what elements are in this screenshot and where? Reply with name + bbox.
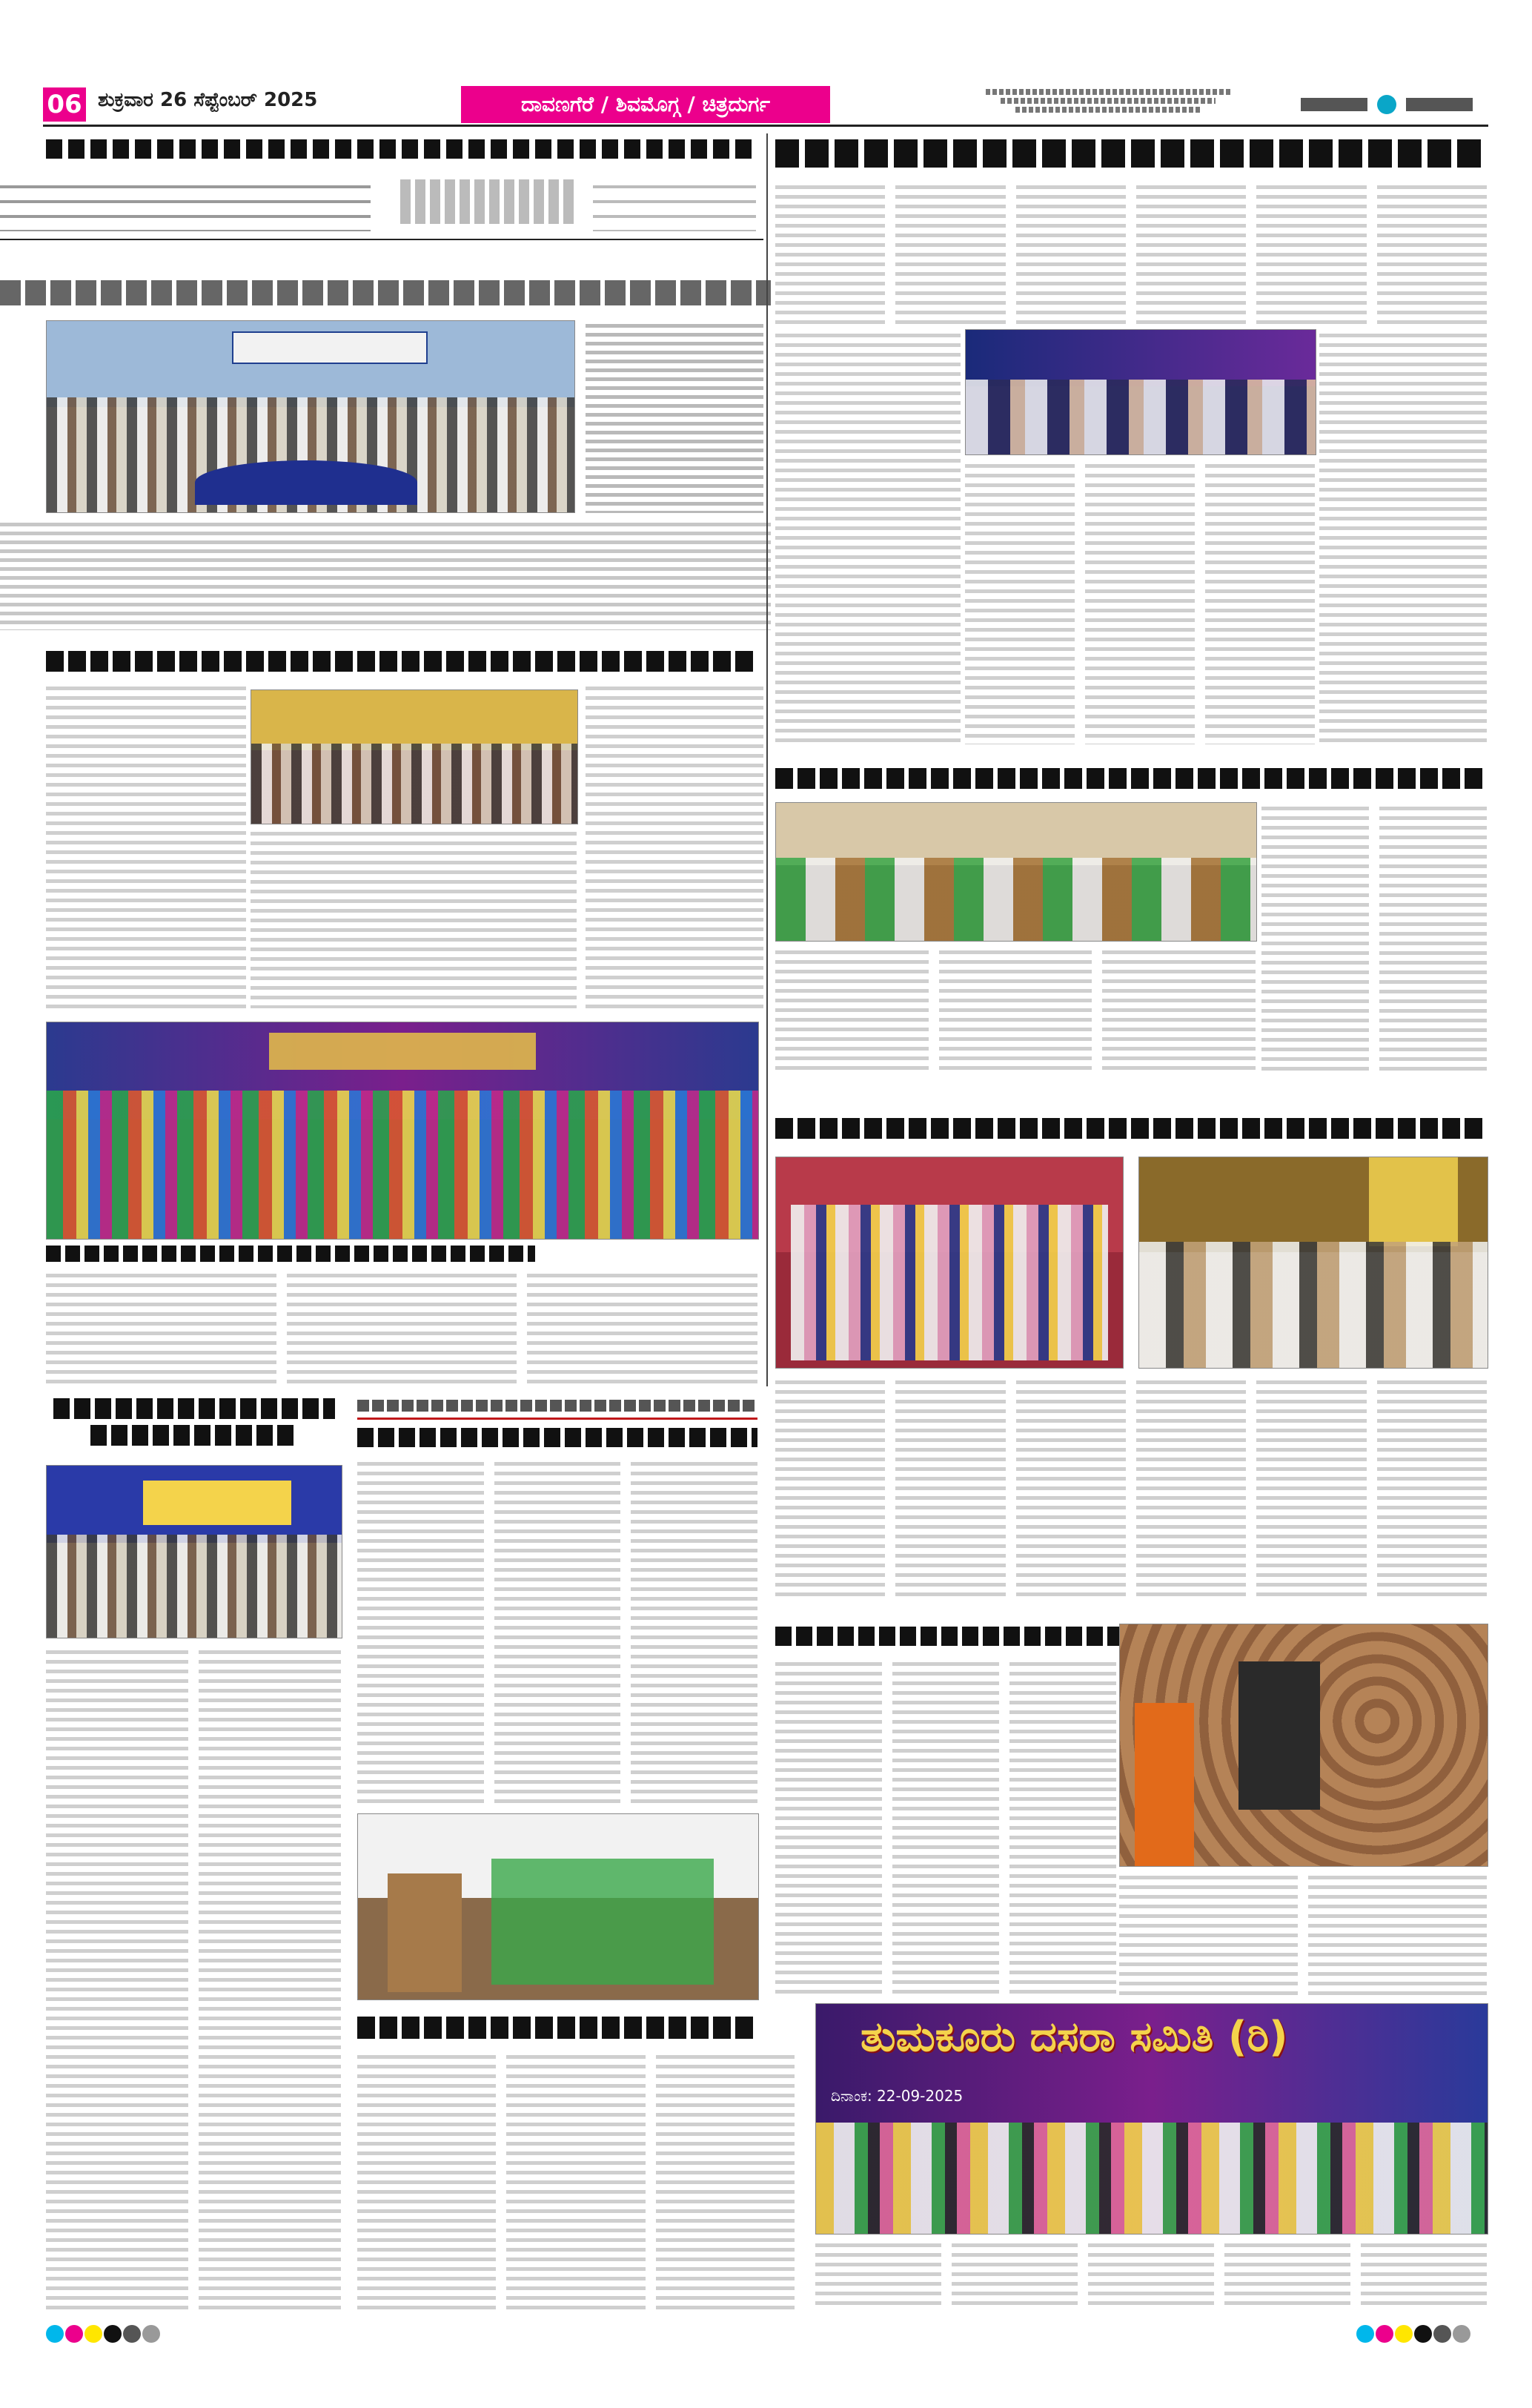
- masthead-small-text: [986, 86, 1230, 116]
- date-line: ಶುಕ್ರವಾರ 26 ಸೆಪ್ಟೆಂಬರ್ 2025: [98, 89, 318, 111]
- headline-story-1: [0, 276, 771, 311]
- photo-group-blue-banner: [46, 320, 575, 513]
- story-3-body: [46, 1269, 757, 1388]
- newspaper-logo: [1287, 89, 1487, 119]
- story-r5-body: [815, 2239, 1487, 2310]
- header-rule: [43, 125, 1488, 127]
- headline-right-1: [775, 133, 1487, 175]
- print-registration-left: [46, 2325, 162, 2346]
- headline-right-4: [775, 1622, 1124, 1652]
- story-r1-body-top: [775, 181, 1487, 326]
- yellow-swatch: [84, 2325, 102, 2343]
- banner-title: ತುಮಕೂರು ದಸರಾ ಸಮಿತಿ (ರಿ): [860, 2013, 1288, 2061]
- photo-speaker-podium: [1138, 1157, 1488, 1369]
- magenta-swatch: [65, 2325, 83, 2343]
- story-1-text: [586, 320, 763, 513]
- photo-shed-garden: [357, 1813, 759, 2000]
- headline-right-2: [775, 762, 1487, 795]
- photo-folk-dance-group: [775, 1157, 1124, 1369]
- story-5-body: [357, 1458, 757, 1806]
- headline-story-5: [357, 1423, 757, 1453]
- story-r4-col-b: [1119, 1871, 1487, 1999]
- banner-date: ದಿನಾಂಕ: 22-09-2025: [831, 2087, 964, 2105]
- photo-plaque-unveiling: [1119, 1624, 1488, 1867]
- story-r1-col-a: [775, 329, 961, 744]
- column-divider: [766, 133, 768, 1386]
- print-registration-right: [1356, 2325, 1472, 2346]
- photo-tumakuru-dasara-banner: [815, 2003, 1488, 2235]
- masthead-block: [0, 172, 763, 239]
- story-2-col-b: [586, 682, 763, 1008]
- divider: [0, 239, 763, 240]
- kicker-story-5: [357, 1397, 757, 1415]
- headline-right-3: [775, 1112, 1487, 1145]
- headline-story-4: [46, 1395, 342, 1462]
- story-1-body: [0, 519, 771, 630]
- story-r2-col-b: [775, 946, 1256, 1071]
- black-swatch: [104, 2325, 122, 2343]
- story-6-body: [357, 2051, 795, 2310]
- story-2-col-c: [251, 827, 577, 1008]
- story-r4-body: [775, 1658, 1116, 1999]
- photo-meeting-hall: [251, 689, 578, 824]
- photo-stage-dasara-children: [46, 1022, 759, 1240]
- photo-official-meeting: [775, 802, 1257, 942]
- headline-left-1: [46, 133, 757, 163]
- story-r1-col-c: [965, 460, 1315, 744]
- region-bar: ದಾವಣಗೆರೆ / ಶಿವಮೊಗ್ಗ / ಚಿತ್ರದುರ್ಗ: [461, 86, 830, 123]
- story-4-body: [46, 1646, 341, 2313]
- logo-globe-icon: [1377, 95, 1396, 114]
- red-rule: [357, 1418, 757, 1420]
- headline-story-2: [46, 646, 757, 676]
- page-number: 06: [43, 87, 86, 122]
- story-2-col-a: [46, 682, 246, 1008]
- story-r3-body: [775, 1376, 1487, 1598]
- photo-lamp-lighting: [965, 329, 1316, 455]
- story-r1-col-b: [1319, 329, 1487, 744]
- headline-story-6: [357, 2012, 757, 2045]
- photo-cooperative-event: [46, 1465, 342, 1638]
- story-r2-col-a: [1261, 802, 1487, 1071]
- caption-stage-photo: [46, 1243, 535, 1265]
- cyan-swatch: [46, 2325, 64, 2343]
